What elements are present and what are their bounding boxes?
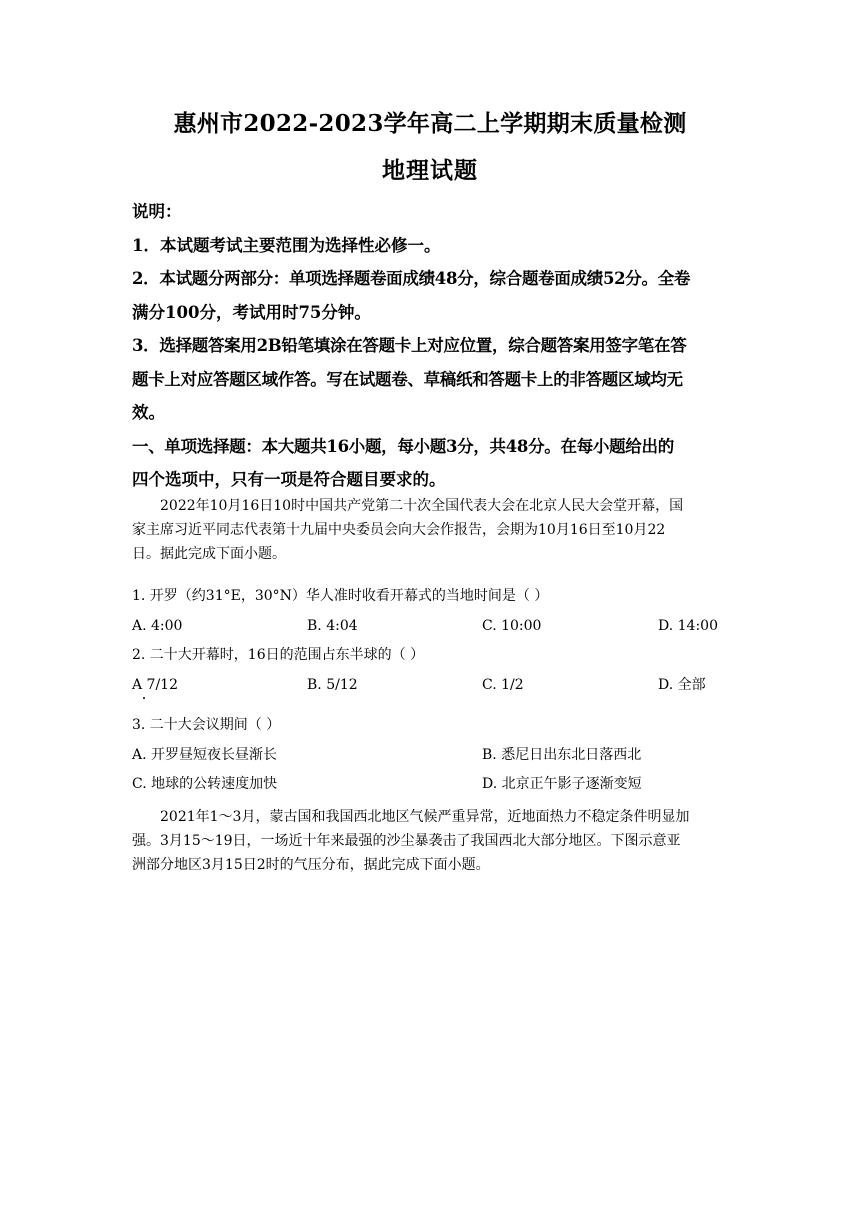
option-dot-mark — [143, 697, 145, 699]
instructions-heading: 说明： — [132, 202, 182, 221]
instruction-item-3-line-3: 效。 — [132, 403, 165, 422]
question-3-option-b: B. 悉尼日出东北日落西北 — [482, 747, 642, 763]
question-2-option-d: D. 全部 — [658, 677, 706, 693]
question-3-option-d: D. 北京正午影子逐渐变短 — [482, 776, 642, 792]
question-3-stem: 3. 二十大会议期间（ ） — [132, 717, 281, 733]
passage-1-line-1: 2022年10月16日10时中国共产党第二十次全国代表大会在北京人民大会堂开幕，国 — [160, 498, 684, 514]
question-2-stem: 2. 二十大开幕时，16日的范围占东半球的（ ） — [132, 647, 425, 663]
question-3-option-c: C. 地球的公转速度加快 — [132, 776, 278, 792]
passage-2-line-1: 2021年1～3月，蒙古国和我国西北地区气候严重异常，近地面热力不稳定条件明显加 — [160, 809, 690, 825]
question-2-option-b: B. 5/12 — [307, 677, 358, 693]
question-1-stem: 1. 开罗（约31°E，30°N）华人准时收看开幕式的当地时间是（ ） — [132, 588, 549, 604]
question-2-option-a: A 7/12 — [132, 677, 178, 693]
instruction-item-3-line-1: 3．选择题答案用2B铅笔填涂在答题卡上对应位置，综合题答案用签字笔在答 — [132, 336, 687, 355]
passage-2-line-3: 洲部分地区3月15日2时的气压分布，据此完成下面小题。 — [132, 857, 490, 873]
instruction-item-2-line-2: 满分100分，考试用时75分钟。 — [132, 302, 371, 322]
question-2-option-c: C. 1/2 — [482, 677, 524, 693]
instruction-item-1: 1．本试题考试主要范围为选择性必修一。 — [132, 235, 441, 255]
passage-1-line-2: 家主席习近平同志代表第十九届中央委员会向大会作报告，会期为10月16日至10月22 — [132, 522, 666, 538]
page-subtitle: 地理试题 — [382, 157, 478, 184]
question-1-option-b: B. 4:04 — [307, 618, 358, 634]
question-1-option-d: D. 14:00 — [658, 618, 718, 634]
section-heading-line-2: 四个选项中，只有一项是符合题目要求的。 — [132, 470, 446, 489]
instructions — [132, 195, 732, 497]
instruction-item-3-line-2: 题卡上对应答题区域作答。写在试题卷、草稿纸和答题卡上的非答题区域均无 — [132, 369, 683, 389]
section-heading-line-1: 一、单项选择题：本大题共16小题，每小题3分，共48分。在每小题给出的 — [132, 436, 674, 456]
instruction-item-2-line-1: 2．本试题分两部分：单项选择题卷面成绩48分，综合题卷面成绩52分。全卷 — [132, 269, 691, 288]
passage-2-line-2: 强。3月15～19日，一场近十年来最强的沙尘暴袭击了我国西北大部分地区。下图示意亚 — [132, 833, 681, 849]
passage-1-line-3: 日。据此完成下面小题。 — [132, 546, 286, 562]
question-1-option-c: C. 10:00 — [482, 618, 542, 634]
question-3-option-a: A. 开罗昼短夜长昼渐长 — [132, 747, 278, 763]
page-title: 惠州市2022-2023学年高二上学期期末质量检测 — [173, 110, 687, 137]
passage-2 — [132, 805, 732, 877]
passage-1 — [132, 494, 732, 566]
question-1-option-a: A. 4:00 — [132, 618, 183, 634]
